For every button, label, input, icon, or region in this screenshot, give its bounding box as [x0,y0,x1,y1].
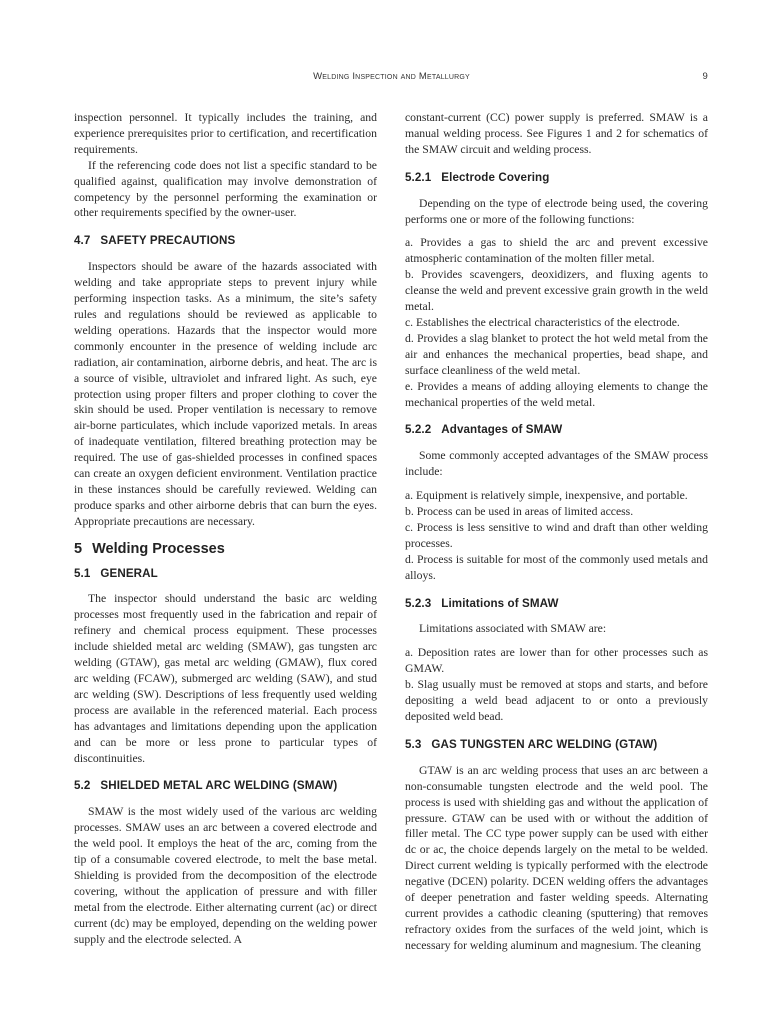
section-title: SHIELDED METAL ARC WELDING (SMAW) [100,779,338,793]
list-item: b. Slag usually must be removed at stops and starts, and before depositing a weld bead adjacent to or onto a previously deposited weld bead. [405,678,708,723]
list-item: a. Provides a gas to shield the arc and prevent excessive atmospheric contamination of the molten filler metal. [405,236,708,266]
list-item: a. Deposition rates are lower than for other processes such as GMAW. [405,646,708,676]
section-number: 5.2.2 [405,423,432,437]
section-heading-5-2-1 [405,170,708,186]
section-heading-5-2 [74,778,377,794]
paragraph: The inspector should understand the basic arc welding processes most frequently used in the fabrication and repair of refinery and chemical process equipment. These processes include shielded metal arc welding (SMAW), gas tungsten arc welding (GTAW), gas metal arc welding (GMAW), flux cored arc welding (FCAW), submerged arc welding (SAW), and stud arc welding (SW). Descriptions of less frequently used welding process are available in the referenced material. Each process has advantages and limitations depending upon the application and can be more or less prone to particular types of discontinuities. [74,592,377,765]
section-title: Limitations of SMAW [441,596,559,610]
right-column [405,110,708,954]
section-title: Electrode Covering [441,170,550,184]
section-number: 5.2 [74,779,91,793]
chapter-heading-5 [74,542,377,558]
paragraph: If the referencing code does not list a specific standard to be qualified against, qualification may involve demonstration of competency by the personnel performing the examination or other requirements specified by the owner-user. [74,158,377,220]
section-number: 5.3 [405,737,422,751]
section-heading-5-1 [74,566,377,582]
section-number: 4.7 [74,234,91,248]
list-item: c. Process is less sensitive to wind and draft than other welding processes. [405,520,708,550]
paragraph: Inspectors should be aware of the hazards associated with welding and take appropriate steps to prevent injury while performing inspection tasks. As a minimum, the site’s safety rules and regulations should be reviewed as applicable to welding operations. Hazards that the inspector would more commonly encounter in the presence of welding include arc radiation, air contamination, airborne debris, and heat. The arc is a source of visible, ultraviolet and infrared light. As such, eye protection using proper filters and proper clothing to cover the skin should be used. Proper ventilation is necessary to remove air-borne particulates, which include vaporized metals. In areas of inadequate ventilation, filtered breathing protection may be required. The use of gas-shielded processes in confined spaces can create an oxygen deficient environment. Ventilation practice in these instances should be carefully reviewed. Welding can produce sparks and other airborne debris that can burn the eyes. Appropriate precautions are necessary. [74,260,377,528]
section-number: 5.2.1 [405,170,432,184]
section-title: Advantages of SMAW [441,423,563,437]
section-number: 5.1 [74,566,91,580]
paragraph: Depending on the type of electrode being used, the covering performs one or more of the following functions: [405,196,708,226]
section-heading-4-7 [74,233,377,249]
list-item: b. Provides scavengers, deoxidizers, and fluxing agents to cleanse the weld and prevent excessive grain growth in the weld metal. [405,268,708,314]
section-title: GENERAL [100,566,158,580]
page-number: 9 [702,71,708,82]
list-item: e. Provides a means of adding alloying elements to change the mechanical properties of the weld metal. [405,379,708,409]
section-heading-5-2-3 [405,596,708,612]
paragraph: SMAW is the most widely used of the various arc welding processes. SMAW uses an arc between a covered electrode and the weld pool. It employs the heat of the arc, coming from the tip of a consumable covered electrode, to melt the base metal. Shielding is provided from the decomposition of the electrode covering, without the application of pressure and with filler metal from the electrode. Either alternating current (ac) or direct current (dc) may be employed, depending on the welding power supply and the electrode selected. A [74,805,377,946]
paragraph: constant-current (CC) power supply is preferred. SMAW is a manual welding process. See Figures 1 and 2 for schematics of the SMAW circuit and welding process. [405,111,708,156]
section-number: 5.2.3 [405,596,432,610]
paragraph: Limitations associated with SMAW are: [419,622,607,636]
section-heading-5-3 [405,737,708,753]
paragraph: GTAW is an arc welding process that uses an arc between a non-consumable tungsten electrode and the weld pool. The process is used with shielding gas and without the application of pressure. GTAW can be used with or without the addition of filler metal. The CC type power supply can be used with either dc or ac, the choice depends largely on the metal to be welded. Direct current welding is typically performed with the electrode negative (DCEN) polarity. DCEN welding offers the advantages of deeper penetration and faster welding speeds. Alternating current provides a cathodic cleaning (sputtering) that removes refractory oxides from the surfaces of the weld joint, which is necessary for welding aluminum and magnesium. The cleaning [405,763,708,952]
list-item: c. Establishes the electrical characteristics of the electrode. [405,315,680,329]
section-heading-5-2-2 [405,422,708,438]
section-title: SAFETY PRECAUTIONS [100,234,236,248]
list-item: a. Equipment is relatively simple, inexpensive, and portable. [405,489,688,503]
list-item: b. Process can be used in areas of limited access. [405,505,634,519]
left-column [74,110,377,948]
chapter-title: Welding Processes [92,540,225,557]
running-head-title: Welding Inspection and Metallurgy [313,71,470,82]
list-item: d. Process is suitable for most of the commonly used metals and alloys. [405,552,708,582]
paragraph: Some commonly accepted advantages of the SMAW process include: [405,449,708,479]
chapter-number: 5 [74,540,83,557]
paragraph: inspection personnel. It typically includes the training, and experience prerequisites prior to certification, and recertification requirements. [74,111,377,156]
list-item: d. Provides a slag blanket to protect the hot weld metal from the air and enhances the mechanical properties, bead shape, and surface cleanliness of the weld metal. [405,331,708,377]
section-title: GAS TUNGSTEN ARC WELDING (GTAW) [431,737,658,751]
